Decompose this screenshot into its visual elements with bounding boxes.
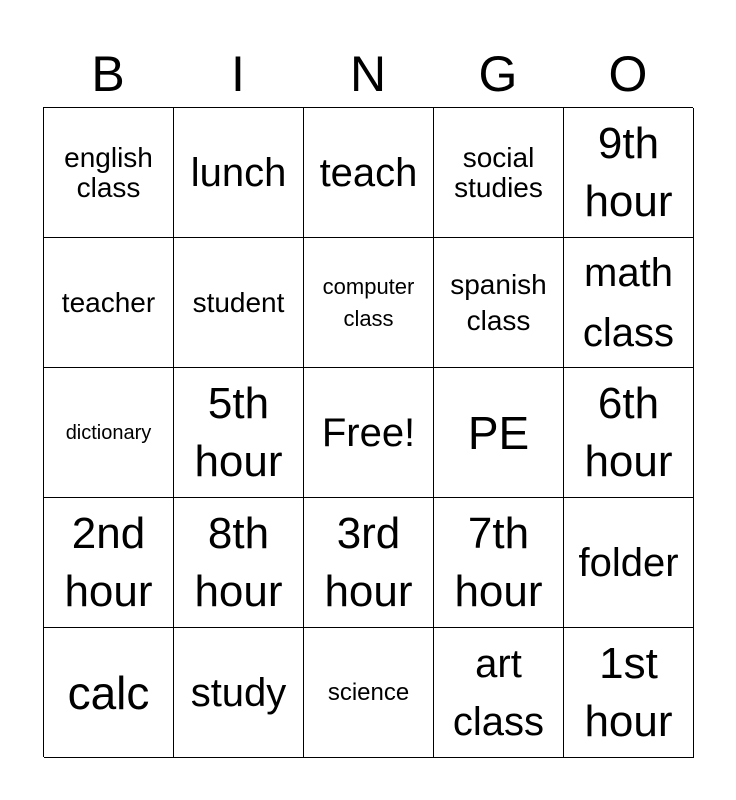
cell-label: PE [467,406,530,459]
bingo-cell[interactable] [304,498,434,628]
bingo-cell[interactable] [564,628,694,758]
cell-label: study [190,670,287,715]
bingo-cell[interactable] [304,368,434,498]
bingo-cell[interactable] [304,628,434,758]
cell-label: 8th hour [194,508,283,616]
cell-label: student [192,286,285,318]
header-letter-n: N [349,46,387,102]
cell-label: teacher [61,286,156,318]
cell-label: folder [578,540,679,585]
bingo-header [43,44,693,104]
bingo-cell[interactable] [304,238,434,368]
cell-label: lunch [190,150,287,195]
cell-label: computer class [322,273,415,331]
bingo-cell[interactable] [44,498,174,628]
bingo-cell[interactable] [564,238,694,368]
bingo-cell[interactable] [174,368,304,498]
bingo-cell[interactable] [304,108,434,238]
cell-label: spanish class [450,268,547,336]
bingo-cell[interactable] [564,368,694,498]
bingo-cell[interactable] [434,498,564,628]
bingo-cell[interactable] [174,628,304,758]
bingo-cell[interactable] [44,628,174,758]
cell-label: dictionary [65,421,152,444]
bingo-cell[interactable] [434,628,564,758]
bingo-cell[interactable] [174,108,304,238]
cell-label: 1st hour [584,638,673,746]
cell-label: math class [582,250,675,355]
bingo-cell[interactable] [44,238,174,368]
cell-label: social studies [454,141,543,203]
cell-label: teach [319,150,418,195]
cell-label: art class [452,641,545,744]
header-letter-o: O [608,46,648,102]
cell-label: 2nd hour [64,508,153,616]
bingo-cell[interactable] [564,108,694,238]
bingo-cell[interactable] [44,368,174,498]
header-letter-b: B [91,46,125,102]
cell-label: 7th hour [454,508,543,616]
header-letter-i: I [231,46,245,102]
bingo-cell[interactable] [434,108,564,238]
bingo-cell[interactable] [174,238,304,368]
bingo-cell[interactable] [174,498,304,628]
cell-label: english class [64,141,153,203]
header-letter-g: G [478,46,518,102]
cell-label: science [327,678,410,706]
cell-label: 9th hour [584,118,673,226]
bingo-cell[interactable] [564,498,694,628]
bingo-cell[interactable] [434,368,564,498]
cell-label: Free! [321,410,416,455]
bingo-cell[interactable] [44,108,174,238]
cell-label: 5th hour [194,378,283,486]
cell-label: 3rd hour [324,508,413,616]
cell-label: 6th hour [584,378,673,486]
bingo-cell[interactable] [434,238,564,368]
cell-label: calc [67,666,150,719]
bingo-board [43,107,693,757]
